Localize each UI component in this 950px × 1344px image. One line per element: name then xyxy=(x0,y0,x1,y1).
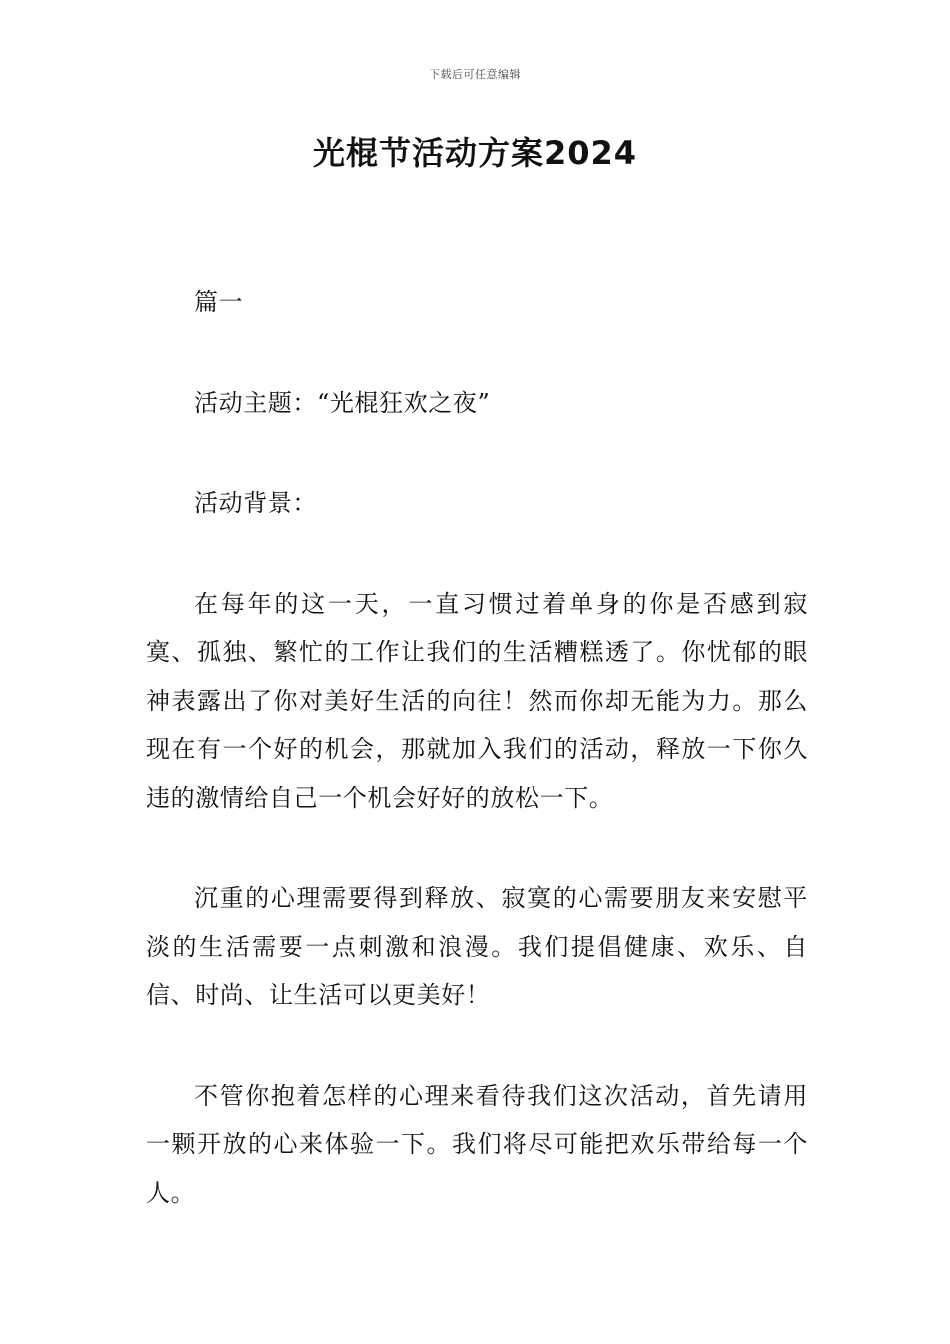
activity-theme: 活动主题：“光棍狂欢之夜” xyxy=(194,388,491,417)
background-heading: 活动背景： xyxy=(194,489,317,517)
header-note: 下载后可任意编辑 xyxy=(429,68,521,81)
paragraph: 沉重的心理需要得到释放、寂寞的心需要朋友来安慰平淡的生活需要一点刺激和浪漫。我们提倡健康、欢乐、自信、时尚、让生活可以更美好！ xyxy=(146,884,808,1009)
paragraph: 在每年的这一天，一直习惯过着单身的你是否感到寂寞、孤独、繁忙的工作让我们的生活糟糕透了。你忧郁的眼神表露出了你对美好生活的向往！然而你却无能为力。那么现在有一个好的机会，那就加入我们的活动，释放一下你久违的激情给自己一个机会好好的放松一下。 xyxy=(146,589,808,812)
section-label: 篇一 xyxy=(194,288,244,316)
page-title: 光棍节活动方案2024 xyxy=(312,134,638,172)
paragraph: 不管你抱着怎样的心理来看待我们这次活动，首先请用一颗开放的心来体验一下。我们将尽可能把欢乐带给每一个人。 xyxy=(146,1081,808,1207)
document-body xyxy=(146,278,808,1217)
